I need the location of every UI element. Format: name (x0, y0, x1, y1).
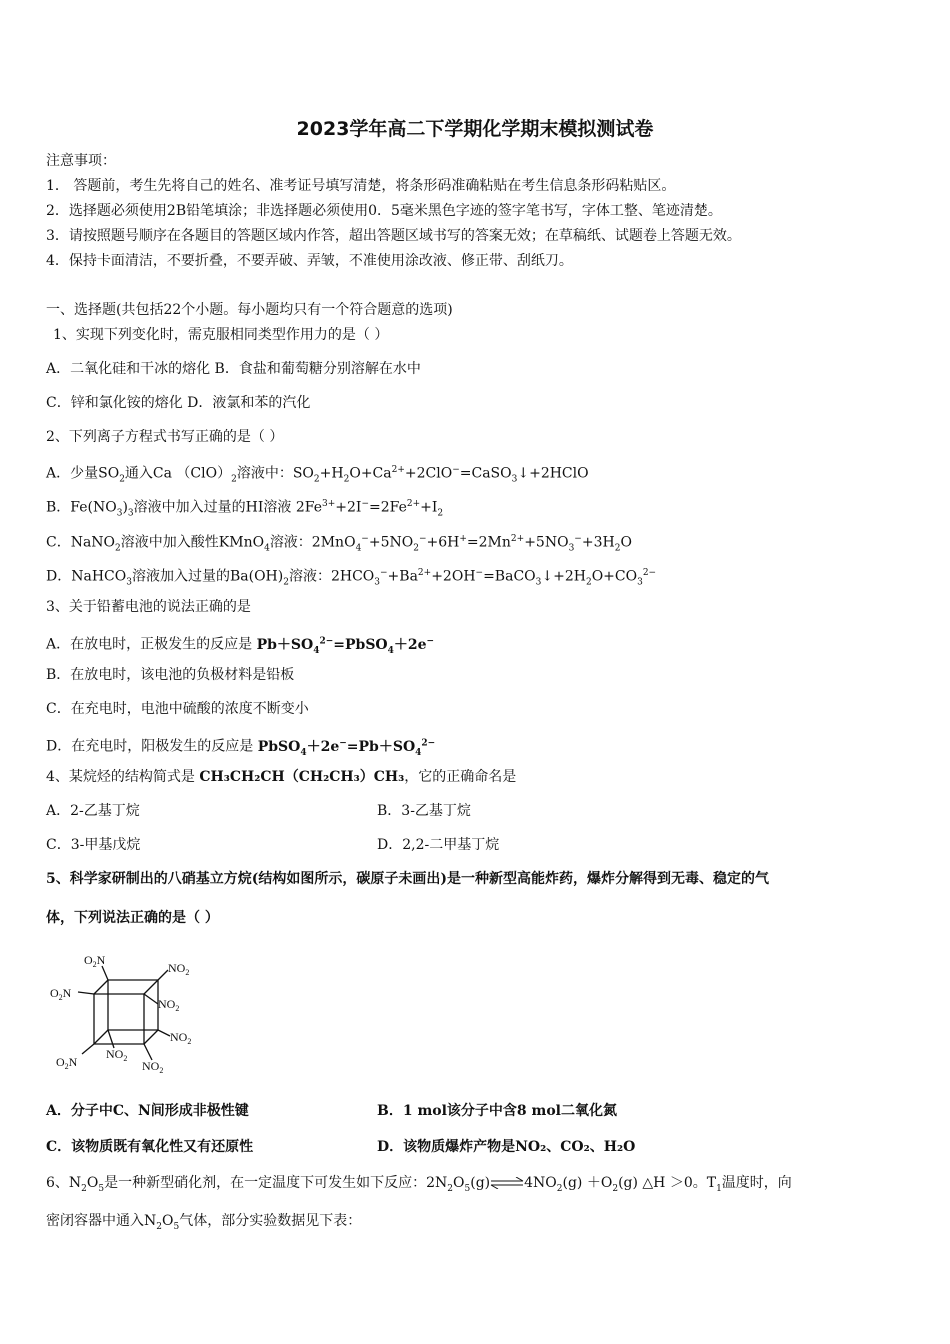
q4-stem: 4、某烷烃的结构简式是 CH₃CH₂CH（CH₂CH₃）CH₃，它的正确命名是 (46, 769, 517, 785)
notice-item-1: 1． 答题前，考生先将自己的姓名、准考证号填写清楚，将条形码准确粘贴在考生信息条形码粘贴区。 (46, 178, 676, 194)
q3-option-c: C．在充电时，电池中硫酸的浓度不断变小 (46, 701, 309, 717)
q4-option-c: C．3-甲基戊烷 (46, 837, 141, 853)
q5-option-c: C．该物质既有氧化性又有还原性 (46, 1139, 254, 1155)
q4-option-a: A．2-乙基丁烷 (46, 803, 140, 819)
struct-label-6: $O_2N$ (56, 1055, 78, 1071)
octanitrocubane-structure (46, 950, 216, 1080)
q3-stem: 3、关于铅蓄电池的说法正确的是 (46, 599, 251, 615)
struct-label-5: $NO_2$ (170, 1030, 192, 1046)
q3-option-d: D．在充电时，阳极发生的反应是 $PbSO_4+2e^-=Pb+SO_4^{2-}$ (46, 738, 436, 758)
q4-option-b: B．3-乙基丁烷 (377, 803, 471, 819)
q2-option-a: A．少量$SO_2$通入Ca $(ClO)_2$溶液中：$SO_2+H_2O+Ca^{2+}+2ClO^-=CaSO_3↓+2HClO$ (46, 465, 589, 485)
struct-label-3: $O_2N$ (50, 986, 72, 1002)
q1-stem: 1、实现下列变化时，需克服相同类型作用力的是（ ） (53, 327, 389, 343)
struct-label-8: $NO_2$ (142, 1059, 164, 1075)
q5-option-d: D．该物质爆炸产物是NO₂、CO₂、H₂O (377, 1139, 636, 1155)
structure-labels (50, 953, 191, 1075)
notice-item-2: 2．选择题必须使用2B铅笔填涂；非选择题必须使用0．5毫米黑色字迹的签字笔书写，字体工整、笔迹清楚。 (46, 203, 722, 219)
struct-label-2: $NO_2$ (168, 961, 190, 977)
q2-stem: 2、下列离子方程式书写正确的是（ ） (46, 429, 284, 445)
q5-option-b: B．1 mol该分子中含8 mol二氧化氮 (377, 1103, 618, 1119)
q2-option-b: B．$Fe(NO_3)_3$溶液中加入过量的HI溶液 $2Fe^{3+}+2I^-=2Fe^{2+}+I_2$ (46, 499, 444, 519)
struct-label-1: $O_2N$ (84, 953, 106, 969)
q1-options-cd: C．锌和氯化铵的熔化 D．液氯和苯的汽化 (46, 395, 311, 411)
q2-option-c: C．NaNO$_2$溶液中加入酸性KMnO$_4$溶液：$2MnO_4^-+5NO_2^-+6H^+=2Mn^{2+}+5NO_3^-+3H_2O$ (46, 534, 632, 554)
q4-option-d: D．2,2-二甲基丁烷 (377, 837, 500, 853)
q2-option-d: D．NaHCO$_3$溶液加入过量的$Ba(OH)_2$溶液：$2HCO_3^-+Ba^{2+}+2OH^-=BaCO_3↓+2H_2O+CO_3^{2-}$ (46, 568, 657, 588)
notice-item-3: 3．请按照题号顺序在各题目的答题区域内作答，超出答题区域书写的答案无效；在草稿纸、试题卷上答题无效。 (46, 228, 741, 244)
q6-line2: 密闭容器中通入$N_2O_5$气体，部分实验数据见下表： (46, 1213, 362, 1232)
q3-option-a: A．在放电时，正极发生的反应是 $Pb+SO_4^{2-}=PbSO_4+2e^-$ (46, 636, 435, 656)
page-title: 2023学年高二下学期化学期末模拟测试卷 (296, 118, 654, 140)
q5-stem-line1: 5、科学家研制出的八硝基立方烷(结构如图所示，碳原子未画出)是一种新型高能炸药，爆炸分解得到无毒、稳定的气 (46, 871, 769, 887)
q6-line1: 6、$N_2O_5$是一种新型硝化剂，在一定温度下可发生如下反应：$2N_2O_5(g)$ $4NO_2(g) +O_2(g)$ △H ＞0。$T_1$温度时，向 (46, 1175, 792, 1194)
struct-label-4: $NO_2$ (158, 997, 180, 1013)
q5-stem-line2: 体，下列说法正确的是（ ） (46, 910, 219, 926)
struct-label-7: $NO_2$ (106, 1047, 128, 1063)
section-heading: 一、选择题(共包括22个小题。每小题均只有一个符合题意的选项) (46, 302, 453, 318)
equilibrium-arrow-icon (490, 1177, 524, 1189)
q5-option-a: A．分子中C、N间形成非极性键 (46, 1103, 249, 1119)
notice-header: 注意事项： (46, 153, 116, 169)
q1-options-ab: A．二氧化硅和干冰的熔化 B．食盐和葡萄糖分别溶解在水中 (46, 361, 421, 377)
notice-item-4: 4．保持卡面清洁，不要折叠，不要弄破、弄皱，不准使用涂改液、修正带、刮纸刀。 (46, 253, 573, 269)
q3-option-b: B．在放电时，该电池的负极材料是铅板 (46, 667, 295, 683)
